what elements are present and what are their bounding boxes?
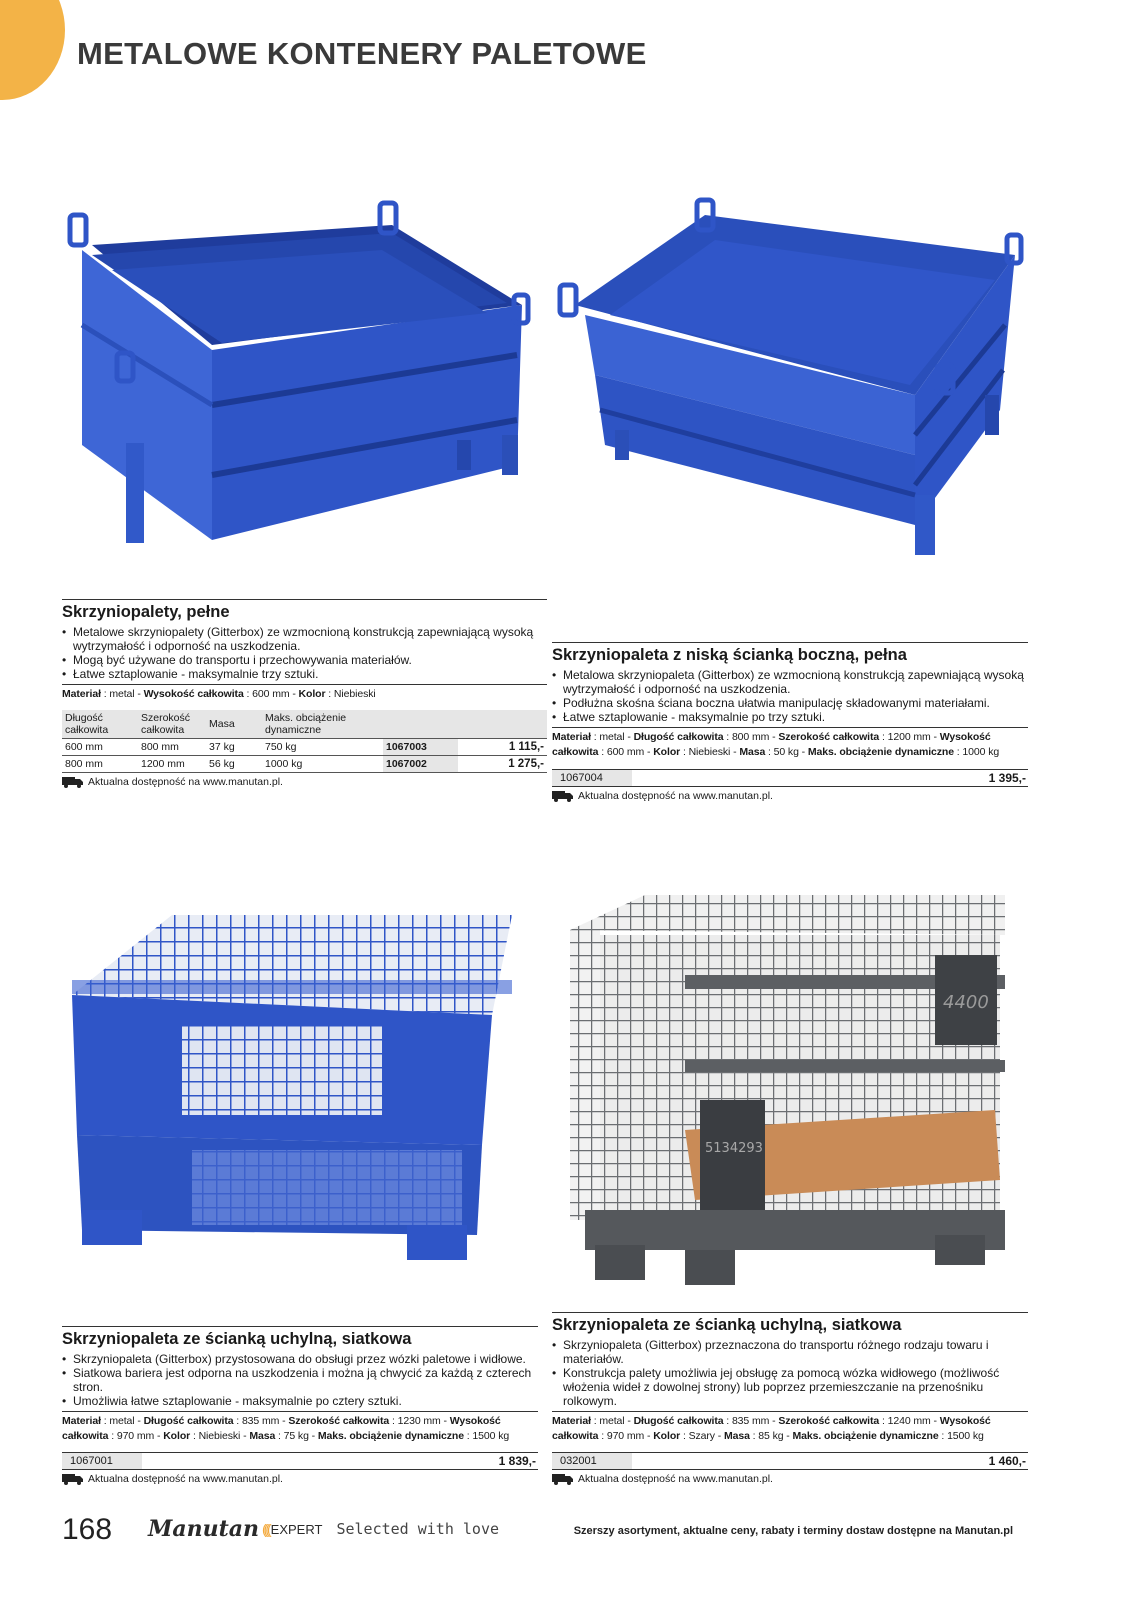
col-length: Długość całkowita <box>62 710 138 739</box>
product-title: Skrzyniopaleta ze ścianką uchylną, siatkowa <box>552 1316 902 1334</box>
bullet-item: • Łatwe sztaplowanie - maksymalnie trzy sztuki. <box>62 667 547 681</box>
footer-note: Szerszy asortyment, aktualne ceny, rabaty i terminy dostaw dostępne na Manutan.pl <box>573 1525 1013 1537</box>
bullet-item: • Metalowa skrzyniopaleta (Gitterbox) ze wzmocnioną konstrukcją zapewniającą wysoką wytrzymałość i odporność na uszkodzenia. <box>552 668 1028 696</box>
product-block-1 <box>62 599 547 788</box>
product-block-2 <box>552 642 1028 802</box>
brand-sub: EXPERT <box>270 1521 323 1537</box>
bullet-item: • Umożliwia łatwe sztaplowanie - maksymalnie po cztery sztuki. <box>62 1394 538 1408</box>
product-title: Skrzyniopalety, pełne <box>62 603 230 621</box>
bullet-item: • Skrzyniopaleta (Gitterbox) przeznaczona do transportu różnego rodzaju towaru i materiałów. <box>552 1338 1028 1366</box>
availability-note[interactable]: Aktualna dostępność na www.manutan.pl. <box>552 790 1028 802</box>
product-block-3 <box>62 1326 538 1485</box>
product-bullets <box>552 668 1028 724</box>
price: 1 115,- <box>458 739 547 756</box>
reference-number[interactable]: 1067002 <box>383 756 458 773</box>
product-bullets <box>552 1338 1028 1408</box>
truck-icon <box>552 790 574 802</box>
col-width: Szerokość całkowita <box>138 710 206 739</box>
availability-note[interactable]: Aktualna dostępność na www.manutan.pl. <box>62 1473 538 1485</box>
reference-number[interactable]: 1067004 <box>552 770 632 786</box>
bullet-item: • Siatkowa bariera jest odporna na uszkodzenia i można ją chwycić za każdą z czterech stron. <box>62 1366 538 1394</box>
truck-icon <box>552 1473 574 1485</box>
table-row: 800 mm 1200 mm 56 kg 1000 kg 1067002 1 275,- <box>62 756 547 773</box>
price-row <box>552 1452 1028 1470</box>
brand-logo <box>148 1516 499 1542</box>
product-photo-blue-mesh-container <box>62 885 532 1295</box>
truck-icon <box>62 1473 84 1485</box>
product-bullets <box>62 1352 538 1408</box>
product-specs: Materiał : metal - Długość całkowita : 800 mm - Szerokość całkowita : 1200 mm - Wysokość całkowita : 600 mm - Kolor : Niebieski - Masa : 50 kg - Maks. obciążenie dynamiczne : 1000 kg <box>552 727 1028 760</box>
col-load: Maks. obciążenie dynamiczne <box>262 710 383 739</box>
truck-icon <box>62 776 84 788</box>
photo-label-code: 5134293 <box>705 1141 763 1156</box>
col-mass: Masa <box>206 710 262 739</box>
bullet-item: • Łatwe sztaplowanie - maksymalnie po trzy sztuki. <box>552 710 1028 724</box>
availability-note[interactable]: Aktualna dostępność na www.manutan.pl. <box>62 776 547 788</box>
product-specs: Materiał : metal - Długość całkowita : 835 mm - Szerokość całkowita : 1240 mm - Wysokość całkowita : 970 mm - Kolor : Szary - Masa : 85 kg - Maks. obciążenie dynamiczne : 1500 kg <box>552 1411 1028 1444</box>
product-title: Skrzyniopaleta z niską ścianką boczną, pełna <box>552 646 907 664</box>
table-row: 600 mm 800 mm 37 kg 750 kg 1067003 1 115,- <box>62 739 547 756</box>
product-photo-low-wall-container <box>555 195 1030 555</box>
availability-note[interactable]: Aktualna dostępność na www.manutan.pl. <box>552 1473 1028 1485</box>
corner-accent <box>0 0 65 100</box>
product-specs: Materiał : metal - Długość całkowita : 835 mm - Szerokość całkowita : 1230 mm - Wysokość całkowita : 970 mm - Kolor : Niebieski - Masa : 75 kg - Maks. obciążenie dynamiczne : 1500 kg <box>62 1411 538 1444</box>
product-title: Skrzyniopaleta ze ścianką uchylną, siatkowa <box>62 1330 412 1348</box>
product-bullets <box>62 625 547 681</box>
price: 1 395,- <box>988 771 1026 785</box>
price-row <box>62 1452 538 1470</box>
brand-name: Manutan <box>148 1516 260 1542</box>
reference-number[interactable]: 032001 <box>552 1453 632 1469</box>
reference-number[interactable]: 1067001 <box>62 1453 142 1469</box>
price: 1 460,- <box>988 1454 1026 1468</box>
bullet-item: • Metalowe skrzyniopalety (Gitterbox) ze wzmocnioną konstrukcją zapewniającą wysoką wytrzymałość i odporność na uszkodzenia. <box>62 625 547 653</box>
variants-table <box>62 710 547 773</box>
price-row <box>552 769 1028 787</box>
price: 1 839,- <box>498 1454 536 1468</box>
product-block-4 <box>552 1312 1028 1485</box>
brand-slogan: Selected with love <box>336 1520 500 1538</box>
bullet-item: • Mogą być używane do transportu i przechowywania materiałów. <box>62 653 547 667</box>
page-number: 168 <box>62 1513 113 1546</box>
signal-waves-icon: (((( <box>262 1521 269 1537</box>
product-photo-full-container <box>62 195 540 555</box>
price: 1 275,- <box>458 756 547 773</box>
bullet-item: • Skrzyniopaleta (Gitterbox) przystosowana do obsługi przez wózki paletowe i widłowe. <box>62 1352 538 1366</box>
product-photo-grey-mesh-container <box>565 890 1025 1290</box>
page-title: METALOWE KONTENERY PALETOWE <box>77 36 647 71</box>
photo-label-4400: 4400 <box>943 992 989 1013</box>
bullet-item: • Konstrukcja palety umożliwia jej obsługę za pomocą wózka widłowego (możliwość włożenia wideł z dowolnej strony) lub poprzez przemieszczanie na przenośniku rolkowym. <box>552 1366 1028 1408</box>
bullet-item: • Podłużna skośna ściana boczna ułatwia manipulację składowanymi materiałami. <box>552 696 1028 710</box>
product-specs: Materiał : metal - Wysokość całkowita : 600 mm - Kolor : Niebieski <box>62 684 547 702</box>
reference-number[interactable]: 1067003 <box>383 739 458 756</box>
